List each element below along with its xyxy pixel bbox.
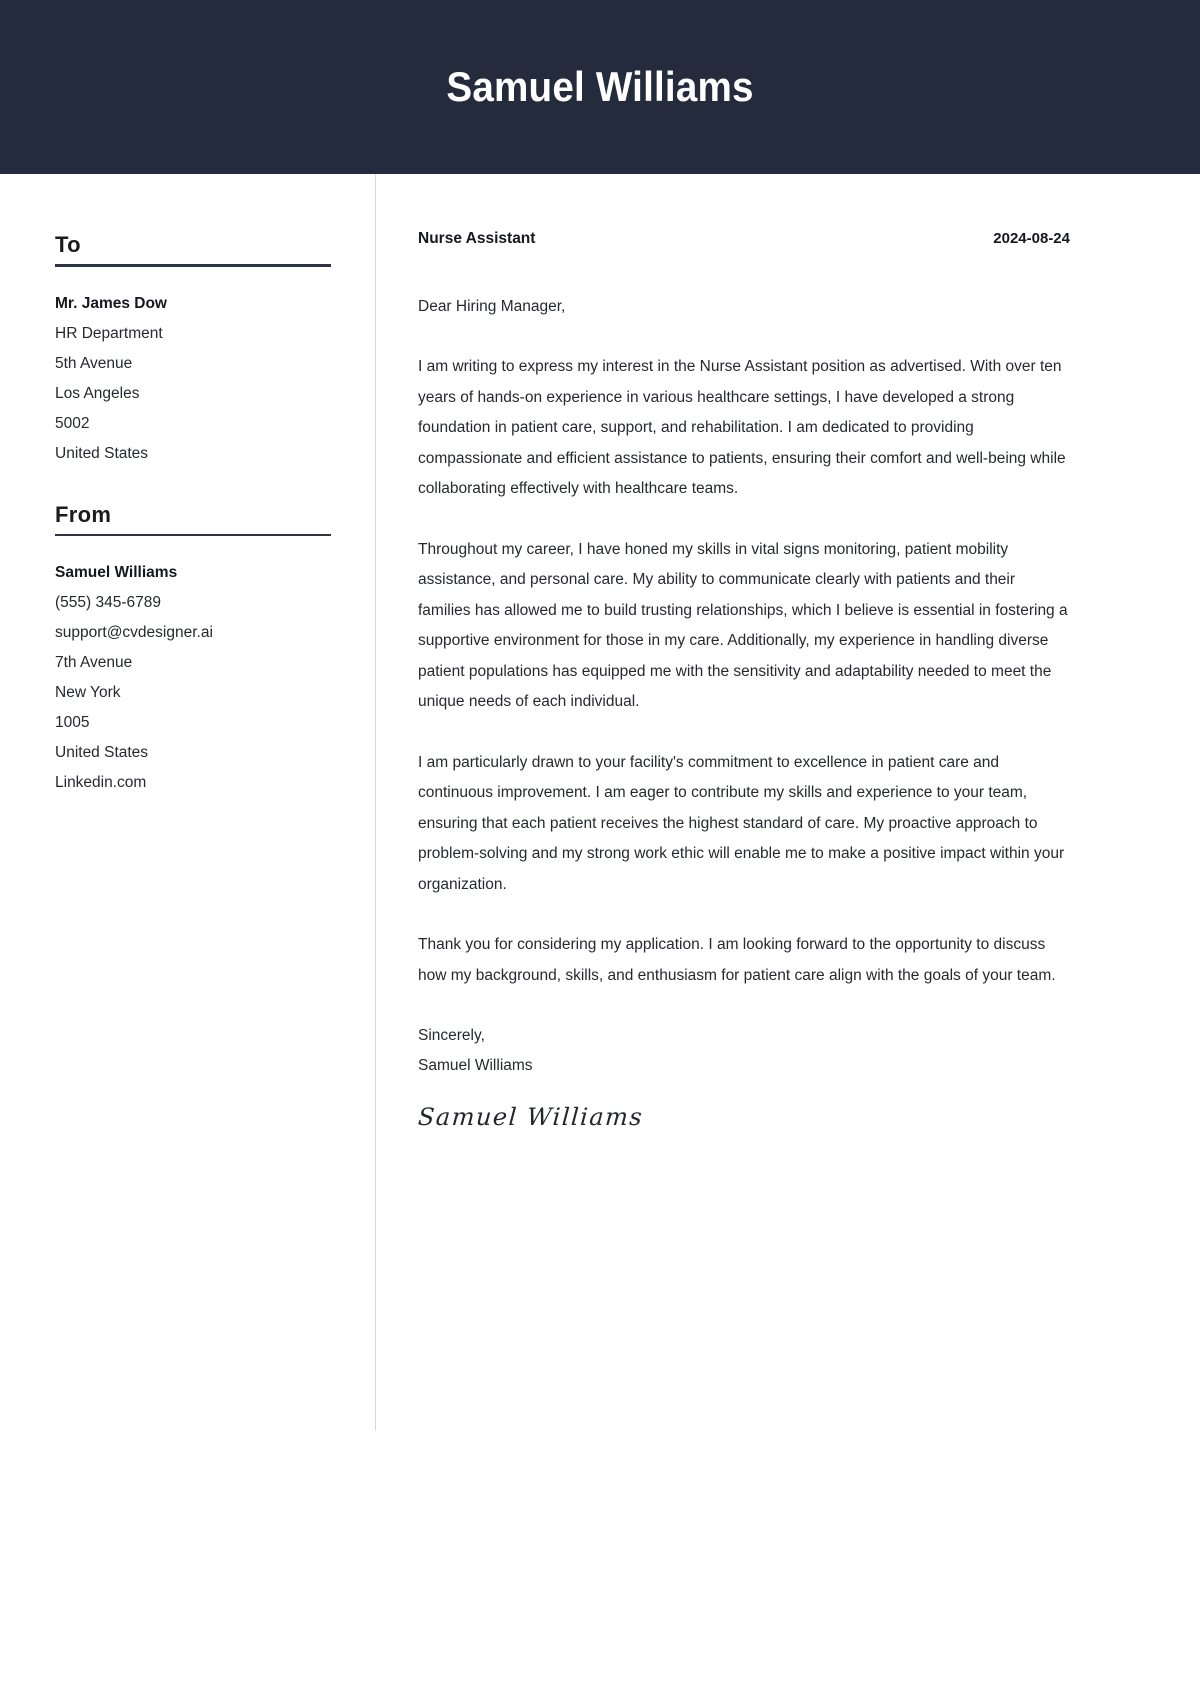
from-section-divider <box>55 534 331 537</box>
letter-paragraph-3: I am particularly drawn to your facility's commitment to excellence in patient care and continuous improvement. I am eager to contribute my skills and experience to your team, ensuring that each patient receives the highest standard of care. My proactive approach to problem-solving and my strong work ethic will enable me to make a positive impact within your organization. <box>418 753 1065 893</box>
letter-date: 2024-08-24 <box>993 230 1070 247</box>
sender-linkedin-link[interactable]: Linkedin.com <box>55 774 147 791</box>
recipient-city: Los Angeles <box>55 384 140 402</box>
from-section <box>55 502 331 799</box>
to-section <box>55 232 331 469</box>
recipient-postal-code: 5002 <box>55 414 90 432</box>
letter-salutation: Dear Hiring Manager, <box>418 298 566 315</box>
recipient-country: United States <box>55 444 149 462</box>
to-section-title: To <box>55 232 81 257</box>
closing-name: Samuel Williams <box>418 1057 533 1074</box>
recipient-name: Mr. James Dow <box>55 294 167 312</box>
sender-postal-code: 1005 <box>55 714 90 731</box>
position-title: Nurse Assistant <box>418 230 536 247</box>
sender-phone: (555) 345-6789 <box>55 594 161 611</box>
letter-paragraph-2: Throughout my career, I have honed my skills in vital signs monitoring, patient mobility assistance, and personal care. My ability to communicate clearly with patients and their families has allowed me to build trusting relationships, which I believe is essential in fostering a supportive environment for those in my care. Additionally, my experience in handling diverse patient populations has equipped me with the sensitivity and adaptability needed to meet the unique needs of each individual. <box>418 540 1068 710</box>
document-body <box>0 174 1200 1430</box>
letter-paragraph-1: I am writing to express my interest in the Nurse Assistant position as advertised. With over ten years of hands-on experience in various healthcare settings, I have developed a strong foundation in patient care, support, and rehabilitation. I am dedicated to providing compassionate and efficient assistance to patients, ensuring their comfort and well-being while collaborating effectively with healthcare teams. <box>418 358 1066 497</box>
sender-city: New York <box>55 684 121 701</box>
sender-street: 7th Avenue <box>55 654 133 671</box>
closing-salutation: Sincerely, <box>418 1027 485 1044</box>
letter-body <box>376 174 1200 1430</box>
to-section-divider <box>55 264 331 267</box>
letter-paragraph-4: Thank you for considering my application. I am looking forward to the opportunity to discuss how my background, skills, and enthusiasm for patient care align with the goals of your team. <box>418 936 1056 984</box>
recipient-street: 5th Avenue <box>55 354 133 372</box>
letter-header-row <box>418 230 1070 248</box>
sender-email[interactable]: support@cvdesigner.ai <box>55 624 213 641</box>
applicant-name-header: Samuel Williams <box>446 63 754 110</box>
sidebar-spacer <box>55 469 331 502</box>
handwritten-signature: Samuel Williams <box>417 1103 645 1131</box>
from-section-title: From <box>55 501 112 527</box>
sender-name: Samuel Williams <box>55 564 178 581</box>
sender-country: United States <box>55 744 149 761</box>
recipient-department: HR Department <box>55 324 163 342</box>
address-sidebar <box>0 174 376 1430</box>
document-header-banner <box>0 0 1200 174</box>
